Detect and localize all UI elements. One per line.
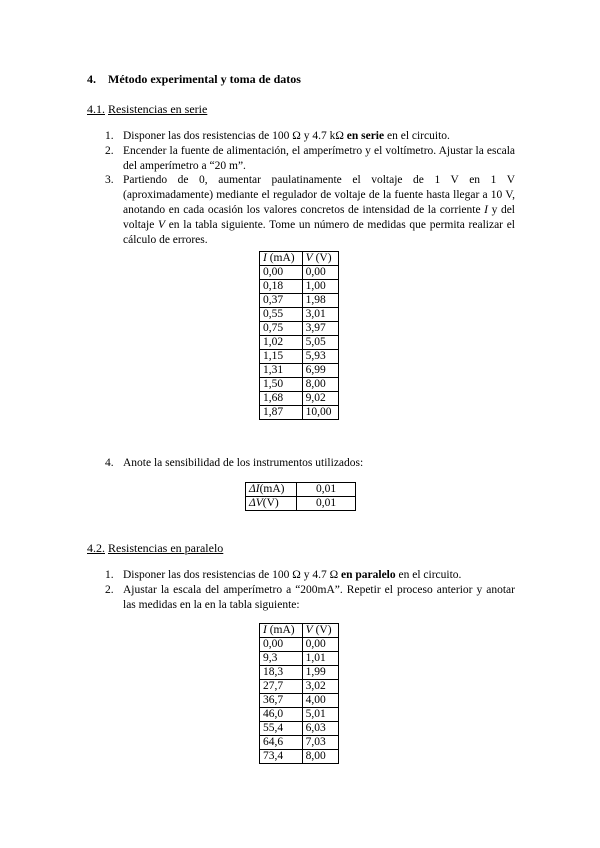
table-row: 9,3 1,01 — [260, 652, 339, 666]
column-header-v: V (V) — [302, 624, 338, 638]
serie-steps — [87, 129, 515, 247]
column-header-i: I (mA) — [260, 624, 303, 638]
serie-step-4 — [87, 456, 515, 471]
sensitivity-table — [245, 482, 356, 511]
subsection-number: 4.1. — [87, 102, 105, 116]
subsection-heading-serie — [87, 102, 207, 117]
list-item: 2. Encender la fuente de alimentación, el amperímetro y el voltímetro. Ajustar la escala del amperímetro a “20 m”. — [105, 144, 515, 172]
table-row: 0,37 1,98 — [260, 294, 339, 308]
sensitivity-value: 0,01 — [297, 497, 356, 511]
table-row: 1,87 10,00 — [260, 406, 339, 420]
section-title: Método experimental y toma de datos — [108, 72, 301, 86]
table-row: 0,18 1,00 — [260, 280, 339, 294]
table-row: 1,15 5,93 — [260, 350, 339, 364]
table-row: 55,4 6,03 — [260, 722, 339, 736]
list-item: 3. Partiendo de 0, aumentar paulatinamente el voltaje de 1 V en 1 V (aproximadamente) mediante el regulador de voltaje de la fuente hasta llegar a 10 V, anotando en cada ocasión los valores concretos de intensidad de la corriente I y del voltaje V en la tabla siguiente. Tome un número de medidas que permita realizar el cálculo de errores. — [105, 174, 515, 246]
column-header-v: V (V) — [302, 252, 338, 266]
table-row: 0,75 3,97 — [260, 322, 339, 336]
table-row: 1,50 8,00 — [260, 378, 339, 392]
table-row: 18,3 1,99 — [260, 666, 339, 680]
list-item: 2. Ajustar la escala del amperímetro a “200mA”. Repetir el proceso anterior y anotar las medidas en la en la tabla siguiente: — [105, 583, 515, 611]
table-row: 1,31 6,99 — [260, 364, 339, 378]
table-header-row — [260, 252, 339, 266]
list-item: 1. Disponer las dos resistencias de 100 Ω y 4.7 kΩ en serie en el circuito. — [105, 130, 450, 142]
table-row — [246, 483, 356, 497]
table-row — [246, 497, 356, 511]
table-row: 1,02 5,05 — [260, 336, 339, 350]
sensitivity-value: 0,01 — [297, 483, 356, 497]
paralelo-steps — [87, 568, 515, 612]
sensitivity-label: ΔI(mA) — [246, 483, 297, 497]
subsection-title: Resistencias en paralelo — [108, 541, 224, 555]
column-header-i: I (mA) — [260, 252, 303, 266]
paralelo-data-table — [259, 623, 339, 764]
table-header-row — [260, 624, 339, 638]
table-row: 36,7 4,00 — [260, 694, 339, 708]
table-row: 73,4 8,00 — [260, 750, 339, 764]
subsection-heading-paralelo — [87, 541, 223, 556]
subsection-title: Resistencias en serie — [108, 102, 208, 116]
section-heading — [87, 72, 301, 87]
table-row: 1,68 9,02 — [260, 392, 339, 406]
sensitivity-label: ΔV(V) — [246, 497, 297, 511]
list-item: 1. Disponer las dos resistencias de 100 Ω y 4.7 Ω en paralelo en el circuito. — [105, 569, 462, 581]
table-row: 27,7 3,02 — [260, 680, 339, 694]
serie-data-table — [259, 251, 339, 420]
section-number: 4. — [87, 72, 96, 86]
table-row: 0,00 0,00 — [260, 638, 339, 652]
table-row: 0,00 0,00 — [260, 266, 339, 280]
table-row: 0,55 3,01 — [260, 308, 339, 322]
table-row: 64,6 7,03 — [260, 736, 339, 750]
list-item: 4. Anote la sensibilidad de los instrumentos utilizados: — [105, 457, 364, 469]
table-row: 46,0 5,01 — [260, 708, 339, 722]
subsection-number: 4.2. — [87, 541, 105, 555]
